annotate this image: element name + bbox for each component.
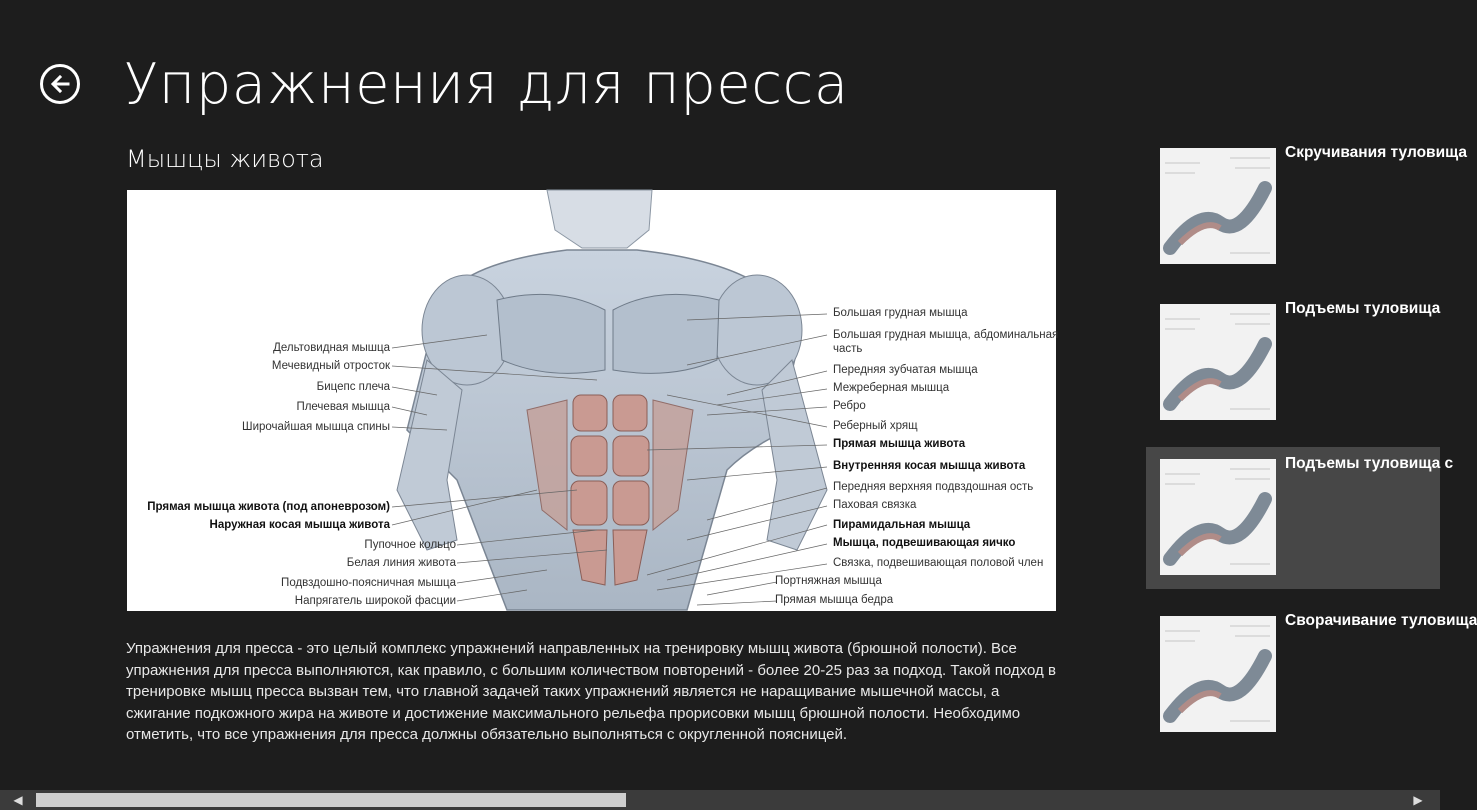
anatomy-label-right: Портняжная мышца (775, 575, 882, 587)
anatomy-label-right: Мышца, подвешивающая яичко (833, 537, 1016, 549)
exercise-title: Сворачивание туловища (1285, 612, 1477, 629)
anatomy-label-right: Внутренняя косая мышца живота (833, 460, 1026, 472)
scroll-right-icon[interactable]: ▶ (1413, 793, 1423, 807)
anatomy-label-left: Бицепс плеча (316, 381, 390, 393)
anatomy-label-right: часть (833, 343, 863, 355)
scroll-left-icon[interactable]: ◀ (13, 793, 23, 807)
back-button[interactable] (40, 64, 80, 104)
anatomy-label-right: Реберный хрящ (833, 420, 918, 432)
anatomy-label-left: Напрягатель широкой фасции (294, 595, 456, 607)
anatomy-label-right: Ребро (833, 400, 866, 412)
exercise-thumbnail (1160, 304, 1276, 420)
anatomy-label-left: Плечевая мышца (296, 401, 390, 413)
exercise-title: Подъемы туловища с (1285, 455, 1454, 472)
description-text: Упражнения для пресса - это целый комплекс упражнений направленных на тренировку мышц живота (брюшной полости). Все упражнения для пресса выполняются, как правило, с большим количеством повторений - более 20-25 раз за подход. Такой подход в тренировке мышц пресса вызван тем, что главной задачей таких упражнений является не наращивание мышечной массы, а сжигание подкожного жира на животе и достижение максимального рельефа прорисовки мышц брюшной полости. Необходимо отметить, что все упражнения для пресса должны обязательно выполняться с округленной поясницей. (126, 640, 1056, 743)
exercise-list-item[interactable] (1146, 136, 1467, 278)
abdominal-muscles-illustration (127, 190, 1059, 611)
exercise-title: Подъемы туловища (1285, 300, 1441, 317)
exercise-thumbnail (1160, 459, 1276, 575)
arrow-left-icon (48, 72, 72, 96)
scroll-thumb[interactable] (36, 793, 626, 807)
section-title: Мышцы живота (126, 145, 324, 173)
anatomy-label-left: Подвздошно-поясничная мышца (281, 577, 456, 589)
anatomy-label-right: Межреберная мышца (833, 382, 950, 394)
anatomy-label-right: Большая грудная мышца, абдоминальная (833, 329, 1059, 341)
anatomy-label-left: Дельтовидная мышца (273, 342, 390, 354)
exercise-list-item[interactable] (1146, 292, 1440, 434)
horizontal-scrollbar[interactable] (0, 790, 1440, 810)
anatomy-label-left: Белая линия живота (346, 557, 456, 569)
anatomy-label-left: Пупочное кольцо (364, 539, 456, 551)
exercise-list-item[interactable] (1146, 447, 1454, 589)
anatomy-label-right: Передняя зубчатая мышца (833, 364, 978, 376)
anatomy-label-left: Широчайшая мышца спины (242, 421, 390, 433)
anatomy-label-right: Паховая связка (833, 499, 917, 511)
exercise-thumbnail (1160, 616, 1276, 732)
anatomy-label-left: Прямая мышца живота (под апоневрозом) (147, 501, 390, 513)
anatomy-label-left: Мечевидный отросток (271, 360, 390, 372)
exercise-thumbnail (1160, 148, 1276, 264)
anatomy-label-right: Прямая мышца живота (833, 438, 966, 450)
page-title: Упражнения для пресса (124, 52, 849, 117)
anatomy-label-left: Наружная косая мышца живота (209, 519, 390, 531)
anatomy-label-right: Передняя верхняя подвздошная ость (833, 481, 1034, 493)
anatomy-label-right: Пирамидальная мышца (833, 519, 971, 531)
exercise-title: Скручивания туловища (1285, 144, 1467, 161)
anatomy-label-right: Связка, подвешивающая половой член (833, 557, 1044, 569)
anatomy-label-right: Большая грудная мышца (833, 307, 968, 319)
anatomy-label-right: Прямая мышца бедра (775, 594, 894, 606)
exercise-list-item[interactable] (1146, 604, 1477, 746)
